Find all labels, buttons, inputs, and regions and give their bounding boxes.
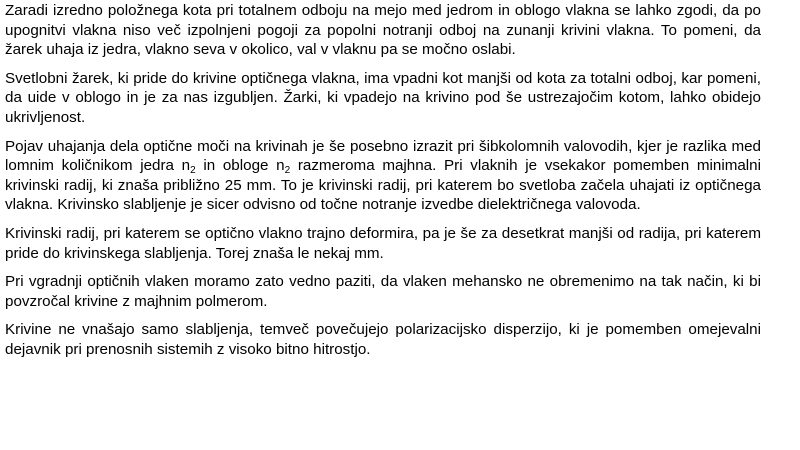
paragraph-polarization: Krivine ne vnašajo samo slabljenja, temveč povečujejo polarizacijsko disperzijo, ki je pomemben omejevalni dejavnik pri prenosnih sistemih z visoko bitno hitrostjo. bbox=[5, 321, 761, 358]
paragraph-text: Pojav uhajanja dela optične moči na krivinah je še posebno izrazit pri šibkolomnih valovodih, kjer je razlika med lomnim količnikom jedra n bbox=[5, 137, 761, 175]
paragraph-light-ray: Svetlobni žarek, ki pride do krivine optičnega vlakna, ima vpadni kot manjši od kota za totalni odboj, kar pomeni, da uide v oblogo in je za nas izgubljen. Žarki, ki vpadejo na krivino pod še ustrezajočim kotom, lahko obidejo ukrivljenost. bbox=[5, 69, 761, 126]
paragraph-installation: Pri vgradnji optičnih vlaken moramo zato vedno paziti, da vlaken mehansko ne obremenimo na tak način, ki bi povzročal krivine z majhnim polmerom. bbox=[5, 273, 761, 310]
subscript: 2 bbox=[284, 165, 291, 177]
paragraph-text: razmeroma majhna. Pri vlaknih je vsekakor pomemben minimalni krivinski radij, ki znaša približno 25 mm. To je krivinski radij, pri katerem bo svetloba začela uhajati iz optičnega vlakna. Krivinsko slabljenje je sicer odvisno od točne notranje izvedbe dielektričnega valovoda. bbox=[5, 157, 761, 214]
paragraph-bending-loss bbox=[5, 137, 761, 215]
subscript: 2 bbox=[190, 165, 196, 177]
paragraph-deformation-radius: Krivinski radij, pri katerem se optično vlakno trajno deformira, pa je še za desetkrat manjši od radija, pri katerem pride do krivinskega slabljenja. Torej znaša le nekaj mm. bbox=[5, 224, 761, 262]
document-body bbox=[5, 1, 761, 369]
paragraph-text: in obloge n bbox=[195, 157, 285, 175]
paragraph-total-reflection: Zaradi izredno položnega kota pri totalnem odboju na mejo med jedrom in oblogo vlakna se lahko zgodi, da po upognitvi vlakna niso več izpolnjeni pogoji za popolni notranji odboj na zunanji krivini vlakna. To pomeni, da žarek uhaja iz jedra, vlakno seva v okolico, val v vlaknu pa se močno oslabi. bbox=[5, 2, 761, 59]
